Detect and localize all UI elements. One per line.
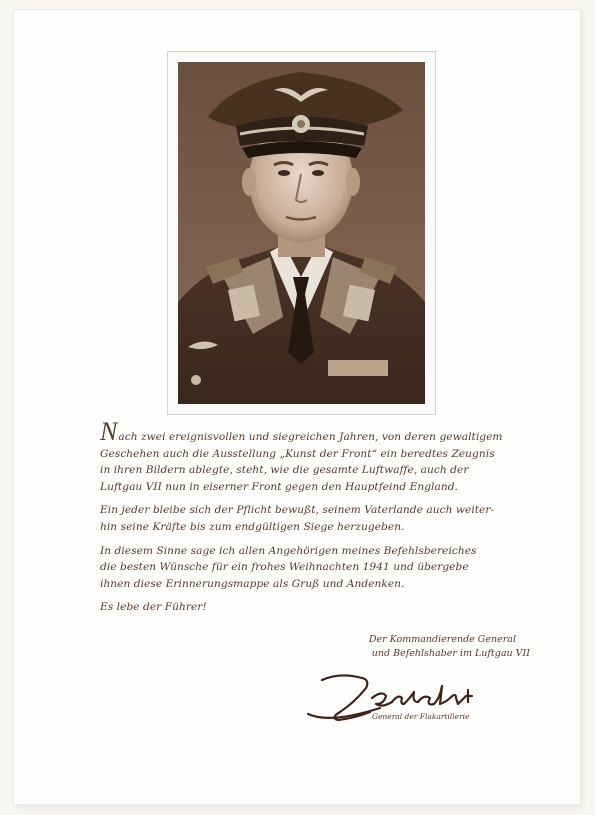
signatory-title-line-2: und Befehlshaber im Luftgau VII — [371, 648, 530, 659]
letter-text — [100, 417, 515, 623]
paragraph-1-line-4: Luftgau VII nun in eiserner Front gegen den Hauptfeind England. — [100, 480, 458, 493]
portrait-photo-mount — [167, 51, 436, 415]
paragraph-3 — [100, 543, 515, 593]
signatory-rank: General der Flakartillerie — [372, 712, 470, 721]
paragraph-3-line-3: ihnen diese Erinnerungsmappe als Gruß und Andenken. — [100, 577, 405, 590]
paragraph-1-line-1 — [100, 417, 515, 446]
paragraph-3-line-2: die besten Wünsche für ein frohes Weihnachten 1941 und übergebe — [100, 561, 469, 574]
paragraph-2-line-2: hin seine Kräfte bis zum endgültigen Siege herzugeben. — [100, 520, 405, 533]
paragraph-1-line-2: Geschehen auch die Ausstellung „Kunst der Front“ ein beredtes Zeugnis — [100, 447, 495, 460]
portrait-photo — [178, 62, 425, 404]
drop-cap: N — [100, 417, 118, 446]
signatory-title — [330, 633, 530, 661]
closing-salute: Es lebe der Führer! — [100, 601, 207, 614]
signatory-title-line-1: Der Kommandierende General — [368, 634, 516, 645]
officer-portrait-image — [178, 62, 425, 404]
paragraph-2 — [100, 502, 515, 535]
paragraph-1-line-3: in ihren Bildern ablegte, steht, wie die gesamte Luftwaffe, auch der — [100, 464, 469, 477]
paragraph-1 — [100, 417, 515, 495]
paragraph-2-line-1: Ein jeder bleibe sich der Pflicht bewußt, seinem Vaterlande auch weiter- — [100, 504, 495, 517]
text-line: ach zwei ereignisvollen und siegreichen Jahren, von deren gewaltigem — [118, 431, 503, 443]
paragraph-3-line-1: In diesem Sinne sage ich allen Angehörigen meines Befehlsbereiches — [100, 544, 477, 557]
